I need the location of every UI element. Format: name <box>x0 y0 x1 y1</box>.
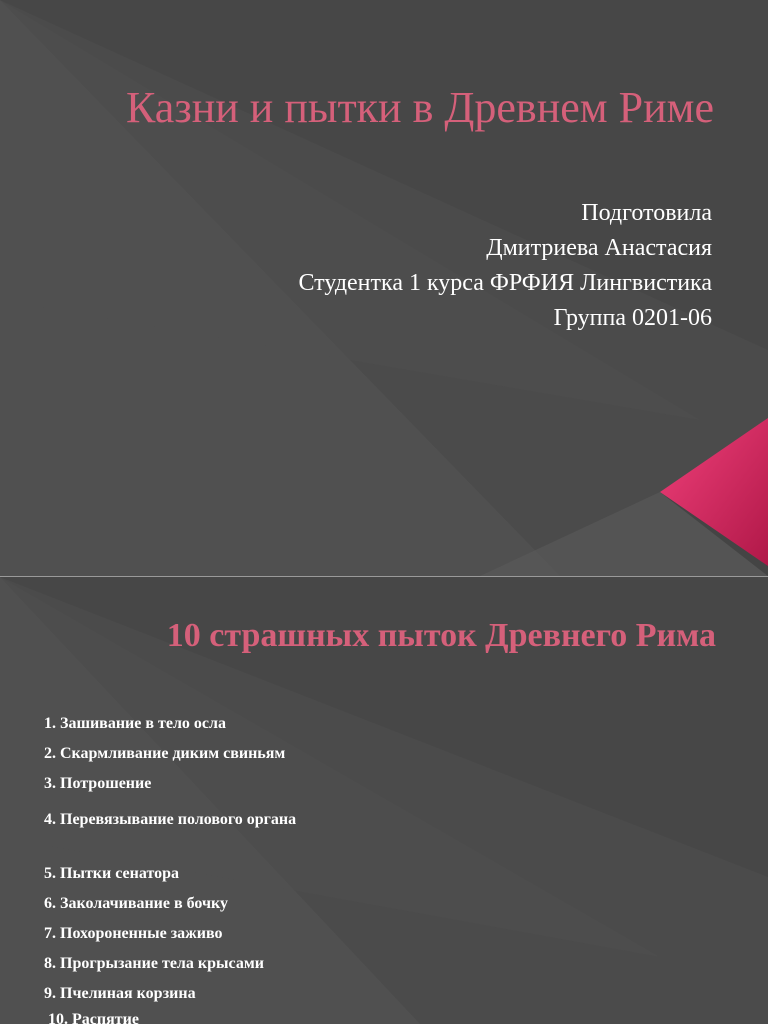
slide-title: Казни и пытки в Древнем Риме <box>126 83 714 132</box>
list-item: 2. Скармливание диким свиньям <box>44 745 286 762</box>
list-item: 10. Распятие <box>48 1011 139 1024</box>
subtitle-line: Студентка 1 курса ФРФИЯ Лингвистика <box>298 270 712 296</box>
author-info <box>72 196 712 336</box>
list-item: 4. Перевязывание полового органа <box>44 811 297 828</box>
subtitle-line: Группа 0201-06 <box>553 305 712 331</box>
list-item: 7. Похороненные заживо <box>44 925 223 942</box>
subtitle-line: Подготовила <box>581 200 712 226</box>
list-item: 1. Зашивание в тело осла <box>44 715 227 732</box>
list-slide <box>0 577 768 1024</box>
slide-title: 10 страшных пыток Древнего Рима <box>166 617 716 654</box>
list-item: 9. Пчелиная корзина <box>44 985 196 1002</box>
list-item: 5. Пытки сенатора <box>44 865 179 882</box>
list-item: 8. Прогрызание тела крысами <box>44 955 264 972</box>
subtitle-line: Дмитриева Анастасия <box>486 235 712 261</box>
list-item: 3. Потрошение <box>44 775 152 792</box>
list-item: 6. Заколачивание в бочку <box>44 895 229 912</box>
